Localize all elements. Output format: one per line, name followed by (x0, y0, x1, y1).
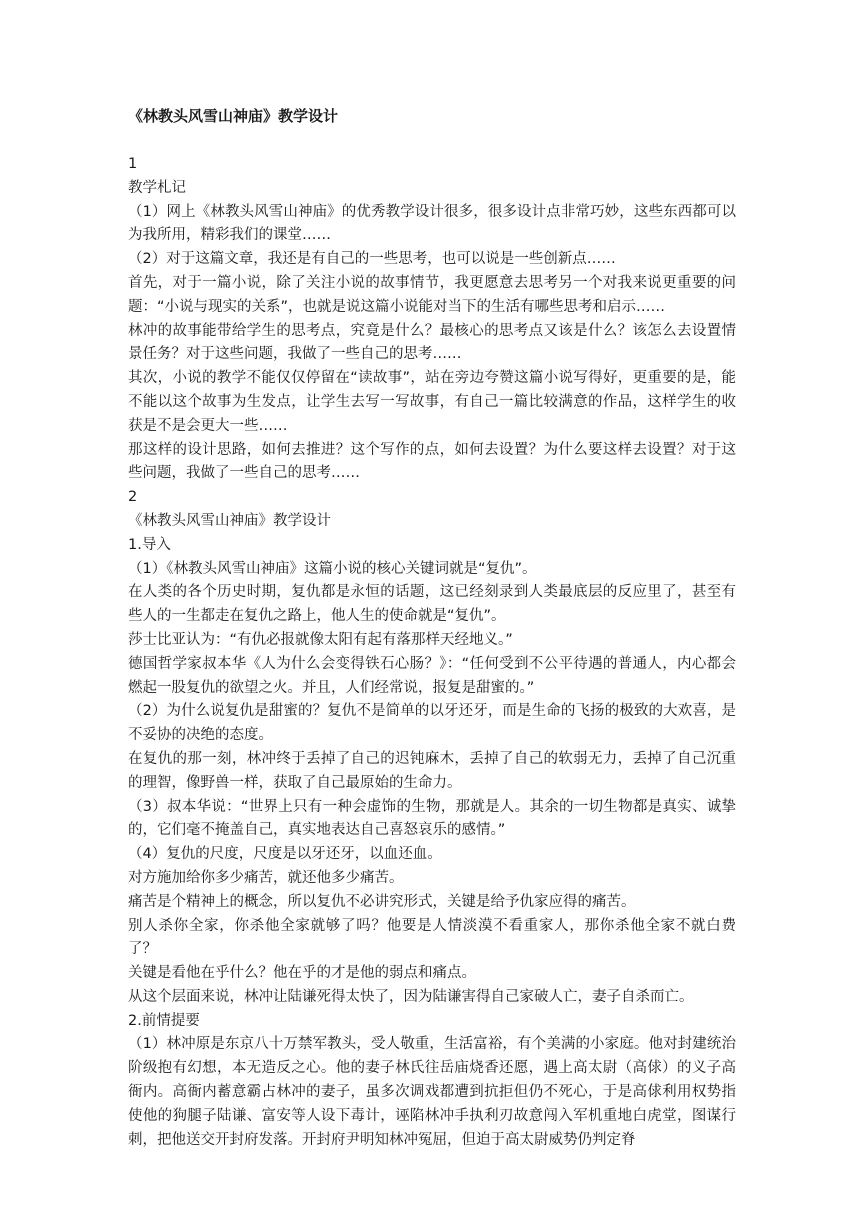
paragraph: 对方施加给你多少痛苦，就还他多少痛苦。 (128, 869, 404, 886)
paragraph: 林冲的故事能带给学生的思考点，究竟是什么？最核心的思考点又该是什么？该怎么去设置情景任务？对于这些问题，我做了一些自己的思考…… (128, 322, 736, 363)
paragraph: （1）林冲原是东京八十万禁军教头，受人敬重，生活富裕，有个美满的小家庭。他对封建统治阶级抱有幻想，本无造反之心。他的妻子林氏往岳庙烧香还愿，遇上高太尉（高俅）的义子高衙内。高衙内蓄意霸占林冲的妻子，虽多次调戏都遭到抗拒但仍不死心，于是高俅利用权势指使他的狗腿子陆谦、富安等人设下毒计，诬陷林冲手执利刃故意闯入军机重地白虎堂，图谋行刺，把他送交开封府发落。开封府尹明知林冲冤屈，但迫于高太尉威势仍判定脊 (128, 1036, 736, 1148)
document-title: 《林教头风雪山神庙》教学设计 (128, 107, 339, 125)
paragraph: 在人类的各个历史时期，复仇都是永恒的话题，这已经刻录到人类最底层的反应里了，甚至有些人的一生都走在复仇之路上，他人生的使命就是“复仇”。 (128, 584, 736, 625)
paragraph: （1）《林教头风雪山神庙》这篇小说的核心关键词就是“复仇”。 (128, 560, 537, 577)
paragraph: 教学札记 (128, 179, 186, 196)
paragraph: 那这样的设计思路，如何去推进？这个写作的点，如何去设置？为什么要这样去设置？对于这些问题，我做了一些自己的思考…… (128, 441, 736, 482)
paragraph: （2）为什么说复仇是甜蜜的？复仇不是简单的以牙还牙，而是生命的飞扬的极致的大欢喜，是不妥协的决绝的态度。 (128, 703, 736, 744)
paragraph: 在复仇的那一刻，林冲终于丢掉了自己的迟钝麻木，丢掉了自己的软弱无力，丢掉了自己沉重的理智，像野兽一样，获取了自己最原始的生命力。 (128, 750, 736, 791)
document-body (128, 153, 736, 1152)
paragraph: （1）网上《林教头风雪山神庙》的优秀教学设计很多，很多设计点非常巧妙，这些东西都可以为我所用，精彩我们的课堂…… (128, 203, 736, 244)
paragraph: 1.导入 (128, 536, 171, 553)
paragraph: 首先，对于一篇小说，除了关注小说的故事情节，我更愿意去思考另一个对我来说更重要的问题：“小说与现实的关系”，也就是说这篇小说能对当下的生活有哪些思考和启示…… (128, 274, 736, 315)
paragraph: 2.前情提要 (128, 1012, 200, 1029)
paragraph: （4）复仇的尺度，尺度是以牙还牙，以血还血。 (128, 846, 442, 863)
paragraph: （2）对于这篇文章，我还是有自己的一些思考，也可以说是一些创新点…… (128, 251, 616, 268)
paragraph: （3）叔本华说：“世界上只有一种会虚饰的生物，那就是人。其余的一切生物都是真实、诚挚的，它们毫不掩盖自己，真实地表达自己喜怒哀乐的感情。” (128, 798, 736, 839)
paragraph: 德国哲学家叔本华《人为什么会变得铁石心肠？》：“任何受到不公平待遇的普通人，内心都会燃起一股复仇的欲望之火。并且，人们经常说，报复是甜蜜的。” (128, 655, 736, 696)
paragraph: 其次，小说的教学不能仅仅停留在“读故事”，站在旁边夸赞这篇小说写得好，更重要的是，能不能以这个故事为生发点，让学生去写一写故事，有自己一篇比较满意的作品，这样学生的收获是不是会更大一些…… (128, 370, 736, 434)
paragraph: 别人杀你全家，你杀他全家就够了吗？他要是人情淡漠不看重家人，那你杀他全家不就白费了？ (128, 917, 736, 958)
paragraph: 莎士比亚认为：“有仇必报就像太阳有起有落那样天经地义。” (128, 631, 513, 648)
paragraph: 《林教头风雪山神庙》教学设计 (128, 512, 331, 529)
paragraph: 从这个层面来说，林冲让陆谦死得太快了，因为陆谦害得自己家破人亡，妻子自杀而亡。 (128, 988, 694, 1005)
paragraph: 2 (128, 489, 138, 506)
paragraph: 关键是看他在乎什么？他在乎的才是他的弱点和痛点。 (128, 965, 476, 982)
paragraph: 痛苦是个精神上的概念，所以复仇不必讲究形式，关键是给予仇家应得的痛苦。 (128, 893, 636, 910)
paragraph: 1 (128, 156, 138, 172)
